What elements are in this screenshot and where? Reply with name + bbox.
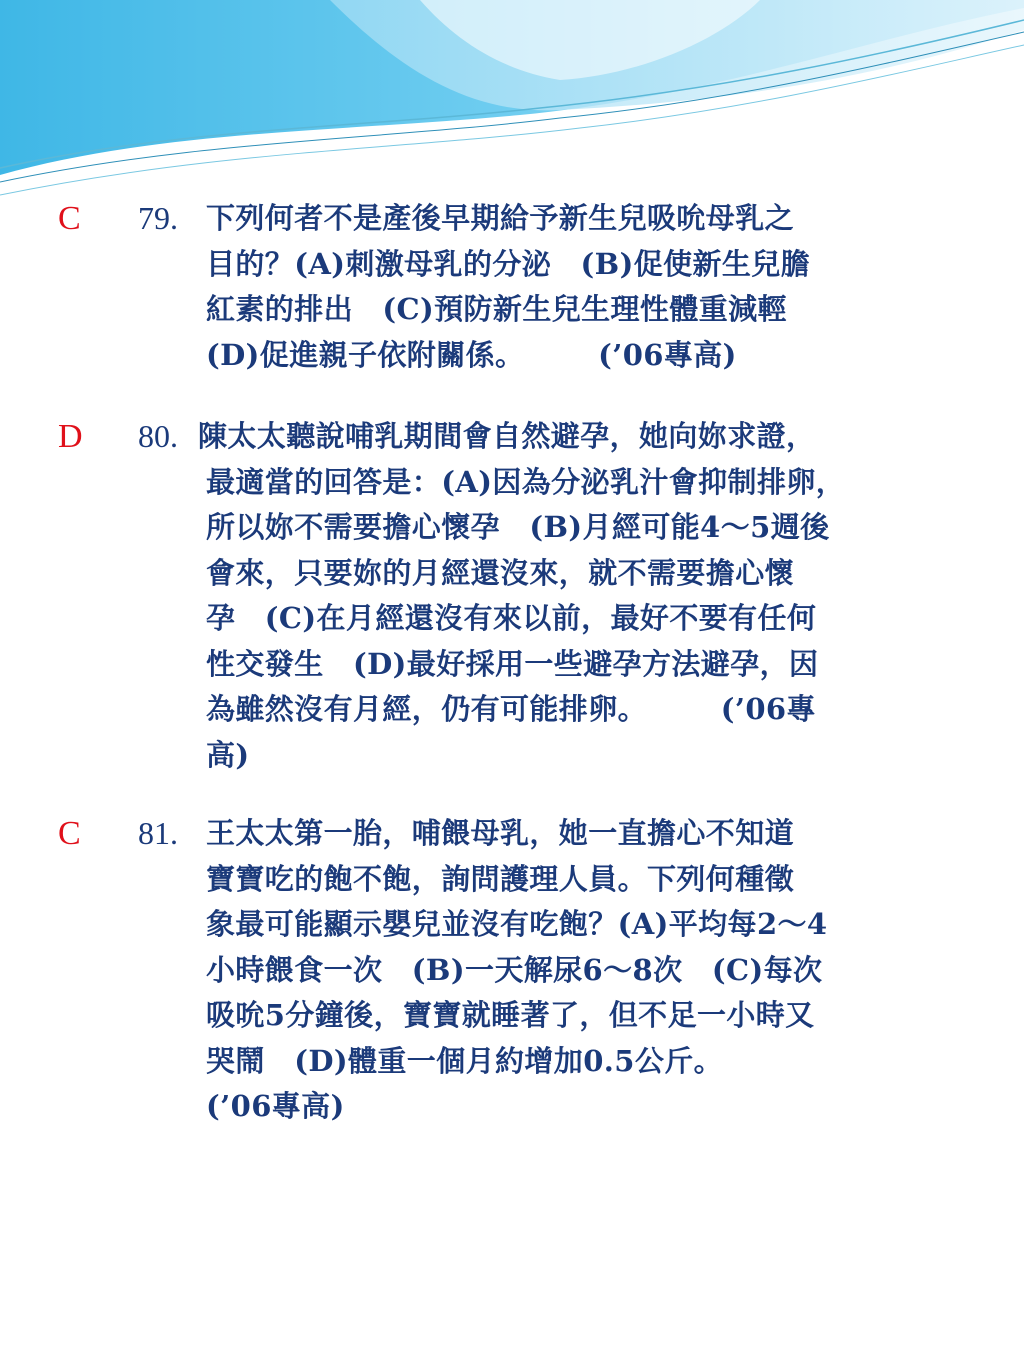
question-text-line: 為雖然沒有月經，仍有可能排卵。 (’06專 [206,692,816,726]
question-text-line: 所以妳不需要擔心懷孕 (B)月經可能4～5週後 [206,510,830,544]
question-text-line: 孕 (C)在月經還沒有來以前，最好不要有任何 [206,601,817,635]
question-text-line: 紅素的排出 (C)預防新生兒生理性體重減輕 [206,292,787,326]
question-text-line: 小時餵食一次 (B)一天解尿6～8次 (C)每次 [206,952,823,987]
answer-letter: D [58,418,83,455]
question-text-line: (D)促進親子依附關係。 (’06專高) [206,337,737,372]
question-text-line: 象最可能顯示嬰兒並沒有吃飽？(A)平均每2～4 [206,907,828,941]
header-wave-decoration [0,0,1024,200]
question-text-line: (’06專高) [206,1089,345,1123]
question-text-line: 下列何者不是產後早期給予新生兒吸吮母乳之 [206,201,795,235]
question-number: 79. [138,200,178,236]
answer-letter: C [58,200,81,237]
question-text-line: 哭鬧 (D)體重一個月約增加0.5公斤。 [206,1043,724,1078]
question-number: 80. [138,418,178,454]
question-text-line: 性交發生 (D)最好採用一些避孕方法避孕，因 [206,646,819,681]
question-text-line: 寶寶吃的飽不飽，詢問護理人員。下列何種徵 [206,861,795,896]
question-text-line: 吸吮5分鐘後，寶寶就睡著了，但不足一小時又 [206,998,815,1032]
question-text-line: 陳太太聽說哺乳期間會自然避孕，她向妳求證， [198,419,816,453]
question-text-line: 最適當的回答是：(A)因為分泌乳汁會抑制排卵， [206,464,846,499]
question-text-line: 會來，只要妳的月經還沒來，就不需要擔心懷 [206,555,795,590]
question-number: 81. [138,815,178,851]
question-text-line: 王太太第一胎，哺餵母乳，她一直擔心不知道 [206,816,795,850]
question-text-line: 高) [206,737,250,772]
answer-letter: C [58,815,81,852]
question-text-line: 目的？(A)刺激母乳的分泌 (B)促使新生兒膽 [206,246,811,281]
